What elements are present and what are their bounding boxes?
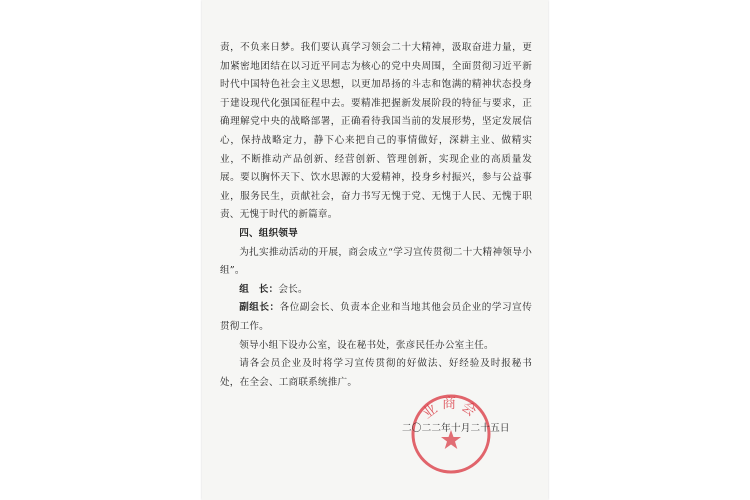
leader-line [220,281,532,300]
seal-text: 业商会 [419,396,483,423]
svg-text:业商会 [420,396,482,422]
closing-paragraph: 请各会员企业及时将学习宣传贯彻的好做法、好经验及时报秘书处，在全会、工商联系统推广。 [220,358,532,388]
deputy-label: 副组长： [239,302,280,314]
deputy-value: 各位副会长、负责本企业和当地其他会员企业的学习宣传贯彻工作。 [220,302,532,332]
document-page [202,0,548,500]
document-date: 二〇二二年十月二十五日 [402,423,510,434]
section-heading: 四、组织领导 [239,227,298,239]
seal-graphic [409,392,493,476]
leader-label: 组 长： [239,283,279,295]
official-seal [409,392,493,476]
leader-value: 会长。 [278,283,308,295]
document-body [220,39,532,392]
office-paragraph: 领导小组下设办公室，设在秘书处，张彦民任办公室主任。 [239,339,494,351]
deputy-line [220,299,532,336]
body-paragraph: 责，不负来日梦。我们要认真学习领会二十大精神，汲取奋进力量，更加紧密地团结在以习近平同志为核心的党中央周围，全面贯彻习近平新时代中国特色社会主义思想，以更加昂扬的斗志和饱满的精神状态投身于建设现代化强国征程中去。要精准把握新发展阶段的特征与要求，正确理解党中央的战略部署，正确看待我国当前的发展形势，坚定发展信心，保持战略定力，静下心来把自己的事情做好，深耕主业、做精实业，不断推动产品创新、经营创新、管理创新，实现企业的高质量发展。要以胸怀天下、饮水思源的大爱精神，投身乡村振兴，参与公益事业，服务民生，贡献社会，奋力书写无愧于党、无愧于人民、无愧于职责、无愧于时代的新篇章。 [220,42,532,221]
intro-paragraph: 为扎实推动活动的开展，商会成立“学习宣传贯彻二十大精神领导小组”。 [220,246,532,277]
